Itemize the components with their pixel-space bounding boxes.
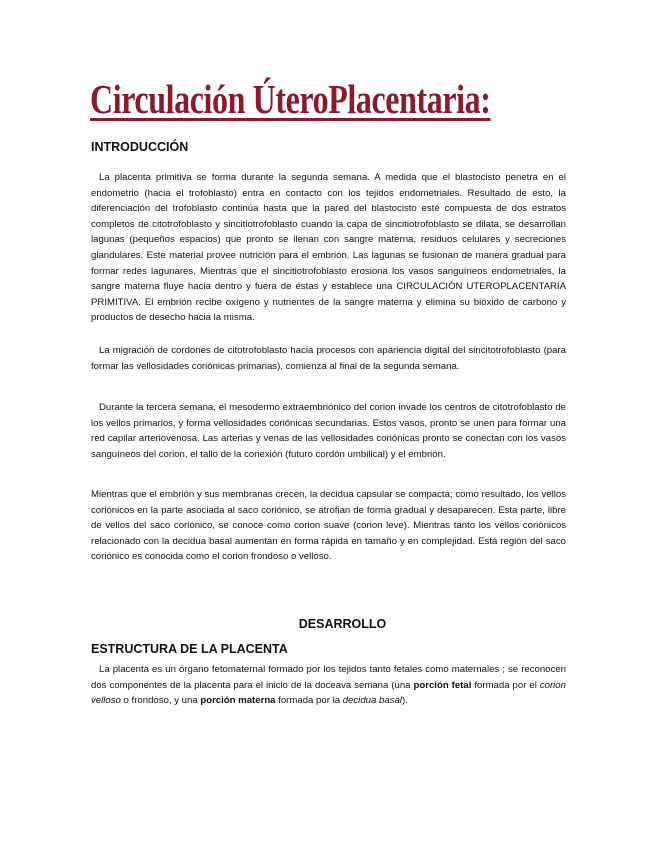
document-title: Circulación ÚteroPlacentaria: — [90, 76, 491, 122]
placenta-structure-heading: ESTRUCTURA DE LA PLACENTA — [91, 642, 288, 656]
bold-term-fetal: porción fetal — [413, 679, 472, 691]
italic-term-corion: corion velloso — [91, 679, 566, 707]
intro-paragraph-2: La migración de cordones de citotrofoblasto hacia procesos con apariencia digital del sincitotrofoblasto (para formar las vellosidades coriónicas primarias), comienza al final de la segunda semana. — [91, 345, 566, 372]
intro-heading: INTRODUCCIÓN — [91, 140, 189, 154]
text-run: formada por la — [275, 695, 343, 707]
intro-paragraph-4: Mientras que el embrión y sus membranas crecen, la decidua capsular se compacta; como resultado, los vellos coriónicos en la parte asociada al saco coriónico, se atrofian de forma gradual y desaparecen. Esta parte, libre de vellos del saco coriónico, se conoce como corion suave (corion leve). Mientras tanto los vellos coriónicos relacionado con la decidua basal aumentan en forma rápida en tamaño y en complejidad. Está región del saco coriónico es conocida como el corion frondoso o velloso. — [91, 489, 566, 563]
placenta-paragraph — [91, 662, 566, 709]
bold-term-materna: porción materna — [200, 695, 276, 707]
text-run: La placenta es un órgano fetomaternal formado por los tejidos tanto fetales como maternales ; se reconocen dos componentes de la placenta para el inicio de la doceava semana (una — [91, 664, 566, 691]
text-run: ). — [401, 695, 408, 707]
intro-paragraph-3: Durante la tercera semana, el mesodermo extraembriónico del corion invade los centros de citotrofoblasto de los vellos primarios, y forma vellosidades coriónicas secundarias. Estos vasos, pronto se unen para formar una red capilar arteriovenosa. Las arterias y venas de las vellosidades coriónicas pronto se conectan con los vasos sanguíneos del corion, el tallo de la conexión (futuro cordón umbilical) y el embrión. — [91, 402, 566, 460]
italic-term-decidua: decidua basal — [342, 695, 402, 707]
intro-paragraph-1: La placenta primitiva se forma durante la segunda semana. A medida que el blastocisto penetra en el endometrio (hacia el trofoblasto) entra en contacto con los tejidos endometriales. Resultado de esto, la diferenciación del trofoblasto continúa hasta que la pared del blastocisto esté compuesta de dos estratos completos de citotrofoblasto y sincitiotrofoblasto cuando la capa de sincitiotrofoblasto se dilata, se desarrollan lagunas (pequeños espacios) que pronto se llenan con sangre materna, residuos celulares y secreciones glandulares. Este material provee nutrición para el embrión. Las lagunas se fusionan de manera gradual para formar redes lagunares. Mientras que el sincitiotrofoblasto erosiona los vasos sanguíneos endometriales, la sangre materna fluye hacia dentro y fuera de éstas y establece una CIRCULACIÓN UTEROPLACENTARIA PRIMITIVA. El embrión recibe oxígeno y nutrientes de la sangre materna y elimina su bióxido de carbono y productos de desecho hacia la misma. — [91, 172, 566, 324]
text-run: formada por el — [471, 679, 540, 691]
text-run: o frondoso, y una — [120, 695, 201, 707]
development-heading: DESARROLLO — [298, 617, 387, 631]
